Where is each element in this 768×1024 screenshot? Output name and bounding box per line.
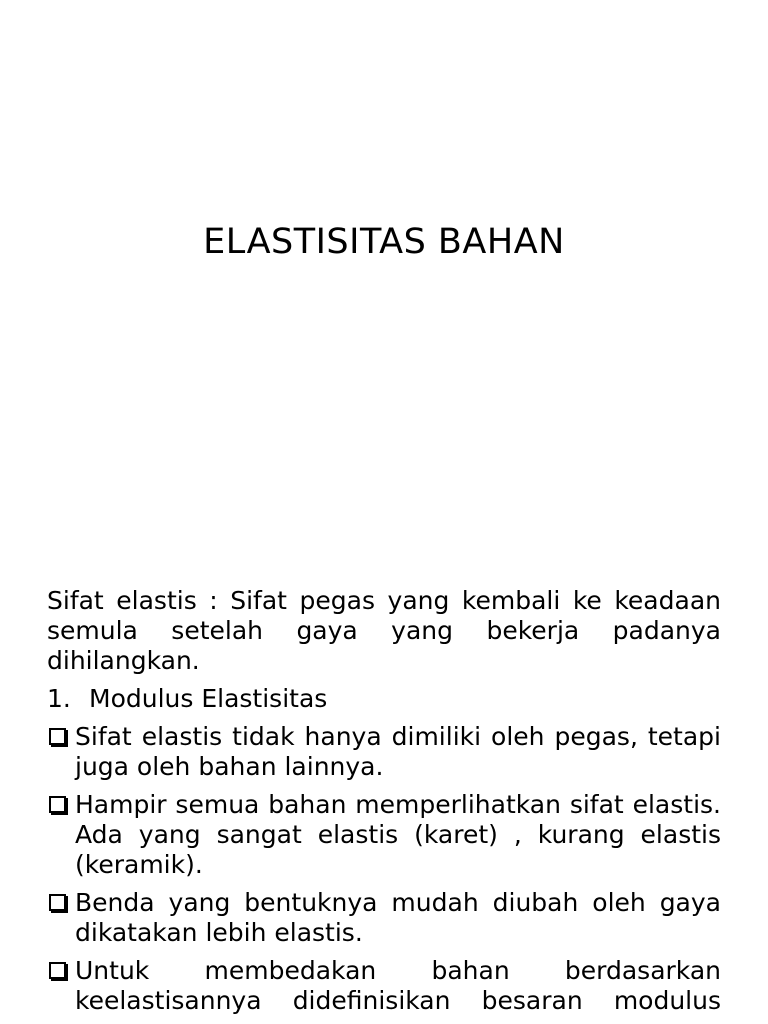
numbered-item — [47, 684, 721, 714]
bullet-item — [47, 790, 721, 880]
numbered-item-text: Modulus Elastisitas — [89, 684, 328, 713]
checkbox-icon — [49, 796, 66, 813]
bullet-text: Hampir semua bahan memperlihatkan sifat elastis. Ada yang sangat elastis (karet) , kurang elastis (keramik). — [75, 790, 721, 879]
checkbox-icon — [49, 962, 66, 979]
definition-paragraph: Sifat elastis : Sifat pegas yang kembali ke keadaan semula setelah gaya yang bekerja padanya dihilangkan. — [47, 586, 721, 675]
slide-body — [47, 586, 721, 1016]
slide-title: ELASTISITAS BAHAN — [203, 222, 565, 262]
bullet-text: Untuk membedakan bahan berdasarkan keelastisannya didefinisikan besaran modulus — [75, 956, 721, 1015]
bullet-item — [47, 956, 721, 1016]
bullet-item — [47, 888, 721, 948]
checkbox-icon — [49, 728, 66, 745]
numbered-item-marker: 1. — [47, 684, 71, 713]
bullet-text: Benda yang bentuknya mudah diubah oleh gaya dikatakan lebih elastis. — [75, 888, 721, 947]
checkbox-icon — [49, 894, 66, 911]
bullet-text: Sifat elastis tidak hanya dimiliki oleh pegas, tetapi juga oleh bahan lainnya. — [75, 722, 721, 781]
bullet-item — [47, 722, 721, 782]
